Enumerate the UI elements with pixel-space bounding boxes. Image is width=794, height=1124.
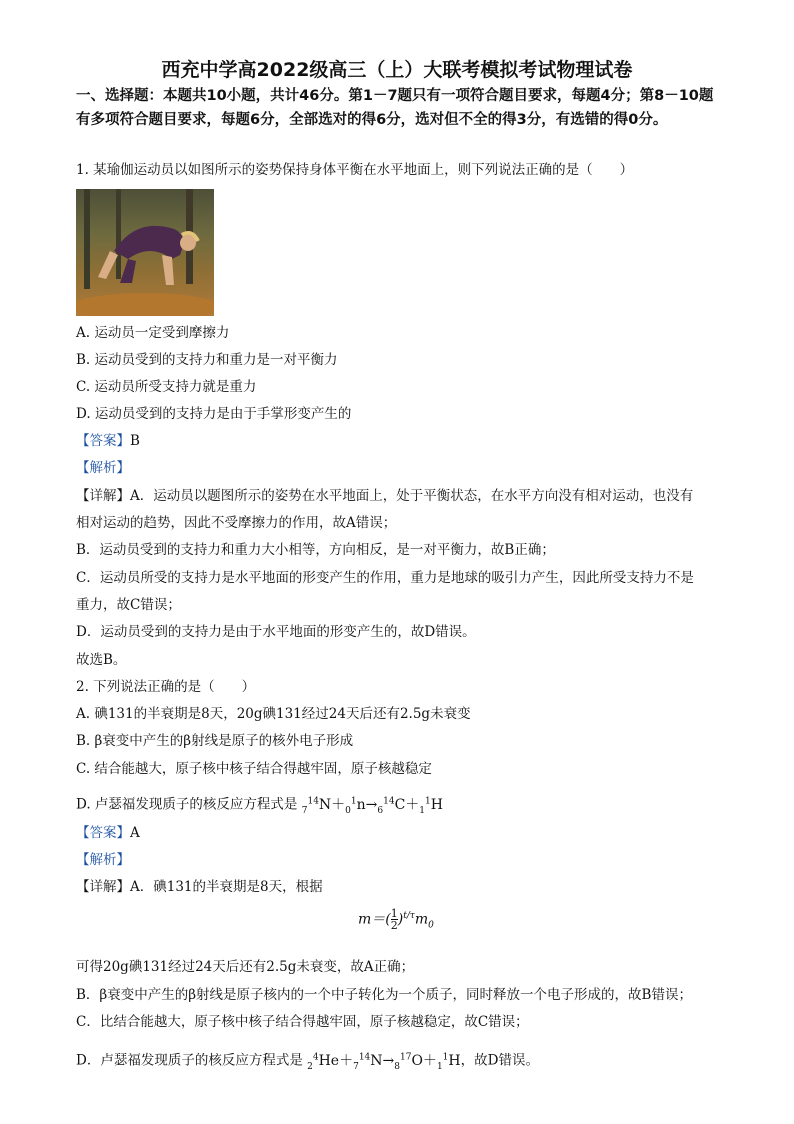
q2-option-b: B. β衰变中产生的β射线是原子的核外电子形成	[76, 733, 354, 749]
q2-analysis-tag	[76, 850, 130, 870]
q2-detail-line-5	[76, 1047, 539, 1076]
detail-tag: 【详解】	[76, 879, 130, 895]
q1-detail-line-7: 故选B。	[76, 652, 127, 668]
q2-answer-line	[76, 823, 140, 843]
q1-detail-text-1: A．运动员以题图所示的姿势在水平地面上，处于平衡状态，在水平方向没有相对运动，也没有	[130, 488, 694, 504]
q2-detail-a: A．碘131的半衰期是8天，根据	[130, 879, 323, 895]
q1-option-c: C. 运动员所受支持力就是重力	[76, 379, 257, 395]
q2-option-d	[76, 791, 443, 820]
q2-detail-line-1	[76, 877, 323, 897]
analysis-tag: 【解析】	[76, 852, 130, 868]
q2-detail-d-suffix: ，故D错误。	[460, 1052, 539, 1069]
q1-option-a: A. 运动员一定受到摩擦力	[76, 325, 230, 341]
q2-detail-d-prefix: D．卢瑟福发现质子的核反应方程式是	[76, 1052, 303, 1069]
q1-detail-line-3: B．运动员受到的支持力和重力大小相等，方向相反，是一对平衡力，故B正确；	[76, 542, 555, 558]
q1-answer-line	[76, 431, 140, 451]
analysis-tag: 【解析】	[76, 460, 130, 476]
section-header: 一、选择题：本题共10小题，共计46分。第1－7题只有一项符合题目要求，每题4分；第8－10题有多项符合题目要求，每题6分，全部选对的得6分，选对但不全的得3分，有选错的得0分。	[76, 88, 714, 128]
detail-tag: 【详解】	[76, 488, 130, 504]
q1-detail-line-1	[76, 486, 693, 506]
q1-detail-line-6: D．运动员受到的支持力是由于水平地面的形变产生的，故D错误。	[76, 624, 476, 640]
q1-detail-line-2: 相对运动的趋势，因此不受摩擦力的作用，故A错误；	[76, 515, 397, 531]
q1-option-d: D. 运动员受到的支持力是由于手掌形变产生的	[76, 406, 352, 422]
yoga-photo	[76, 189, 214, 316]
q2-detail-line-3: B．β衰变中产生的β射线是原子核内的一个中子转化为一个质子，同时释放一个电子形成的，故B错误；	[76, 987, 692, 1003]
page-title: 西充中学高2022级高三（上）大联考模拟考试物理试卷	[161, 59, 633, 81]
q1-analysis-tag	[76, 458, 130, 478]
q1-detail-line-5: 重力，故C错误；	[76, 597, 181, 613]
nuclear-equation-2: $_2^4He+_7^{14}N\to_8^{17}O+_1^1H$	[307, 1052, 461, 1072]
answer-tag: 【答案】	[76, 825, 130, 841]
q2-answer: A	[130, 825, 140, 841]
q1-answer: B	[130, 433, 140, 449]
q2-detail-line-4: C．比结合能越大，原子核中核子结合得越牢固，原子核越稳定，故C错误；	[76, 1014, 529, 1030]
q1-stem: 1. 某瑜伽运动员以如图所示的姿势保持身体平衡在水平地面上，则下列说法正确的是（ ）	[76, 162, 634, 178]
q1-option-b: B. 运动员受到的支持力和重力是一对平衡力	[76, 352, 338, 368]
q1-detail-line-4: C．运动员所受的支持力是水平地面的形变产生的作用，重力是地球的吸引力产生，因此所受支持力不是	[76, 570, 694, 586]
q2-option-c: C. 结合能越大，原子核中核子结合得越牢固，原子核越稳定	[76, 761, 432, 777]
q2-option-a: A. 碘131的半衰期是8天，20g碘131经过24天后还有2.5g未衰变	[76, 706, 471, 722]
q2-stem: 2. 下列说法正确的是（ ）	[76, 679, 256, 695]
q2-detail-line-2: 可得20g碘131经过24天后还有2.5g未衰变，故A正确；	[76, 959, 415, 975]
nuclear-equation-1: $_7^{14}N+_0^1n\to_6^{14}C+_1^1H$	[301, 796, 443, 816]
half-life-formula: m＝( $\frac{1}{2}$ )$^{t/\tau}m_0$	[358, 907, 434, 932]
answer-tag: 【答案】	[76, 433, 130, 449]
q2-option-d-text: D. 卢瑟福发现质子的核反应方程式是	[76, 796, 298, 813]
